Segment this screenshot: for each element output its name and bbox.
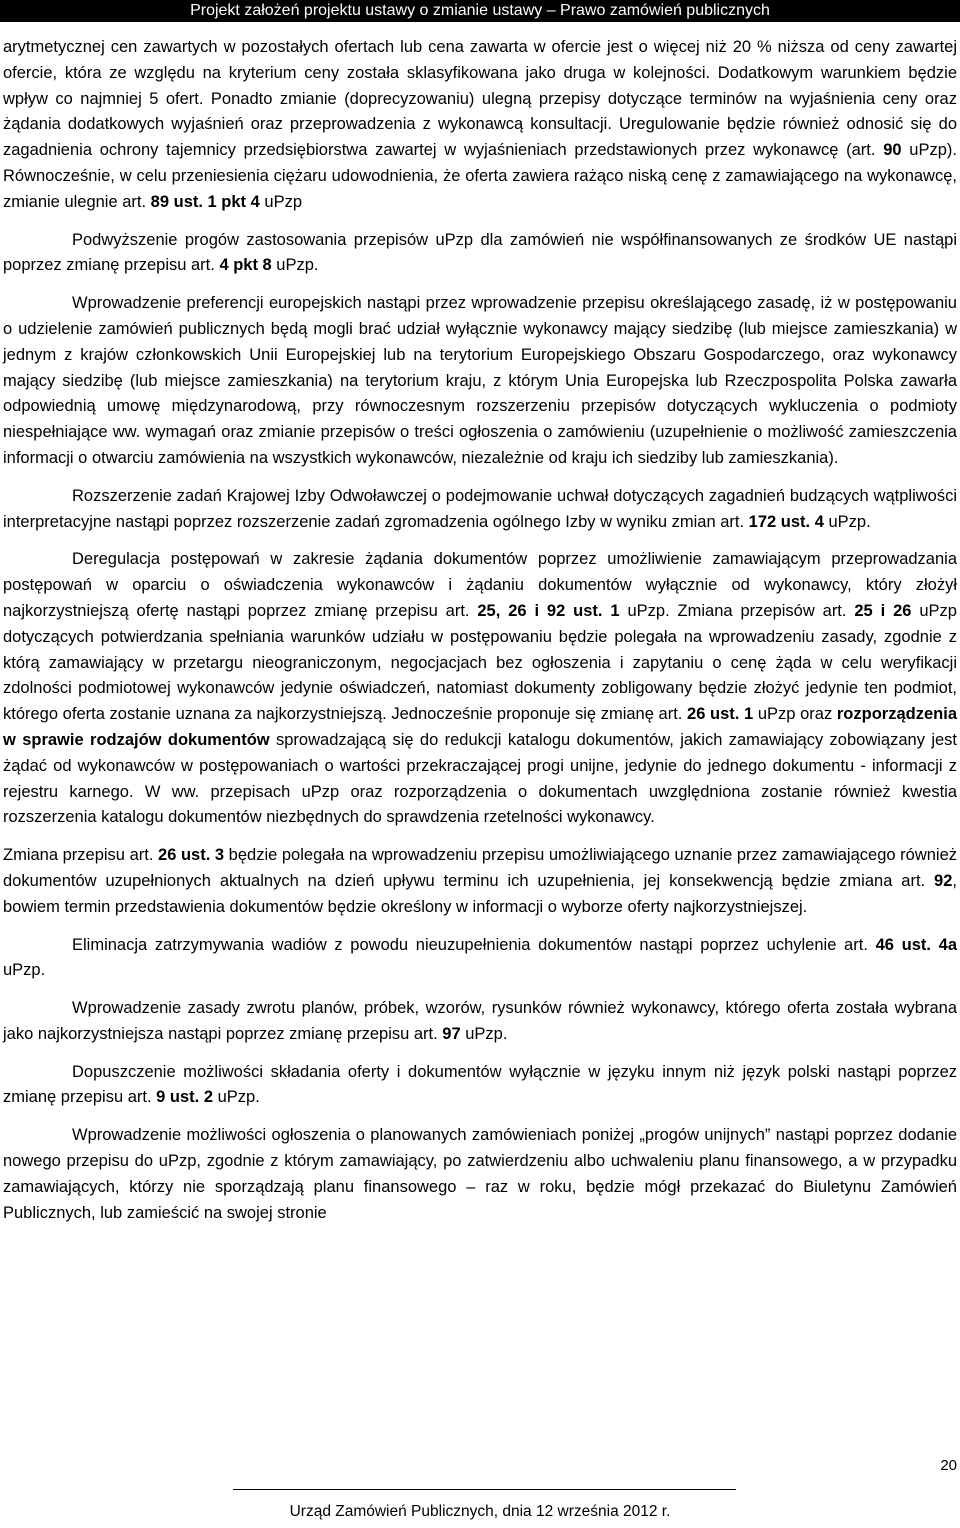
paragraph-6: Zmiana przepisu art. 26 ust. 3 będzie polegała na wprowadzeniu przepisu umożliwiającego uznanie przez zamawiającego również dokumentów uzupełnionych aktualnych na dzień upływu terminu ich uzupełnienia, jej konsekwencją będzie zmiana art. 92, bowiem termin przedstawienia dokumentów będzie określony w informacji o wyborze oferty najkorzystniejszej.	[3, 846, 958, 916]
paragraph-9: Dopuszczenie możliwości składania oferty i dokumentów wyłącznie w języku innym niż język polski nastąpi poprzez zmianę przepisu art. 9 ust. 2 uPzp.	[3, 1062, 957, 1107]
document-header: Projekt założeń projektu ustawy o zmianie ustawy – Prawo zamówień publicznych	[0, 0, 960, 22]
paragraph-10: Wprowadzenie możliwości ogłoszenia o planowanych zamówieniach poniżej „progów unijnych” nastąpi poprzez dodanie nowego przepisu do uPzp, zgodnie z którym zamawiający, po zatwierdzeniu albo uchwaleniu planu finansowego, a w przypadku zamawiających, którzy nie sporządzają planu finansowego – raz w roku, będzie mógł przekazać do Biuletynu Zamówień Publicznych, lub zamieścić na swojej stronie	[3, 1126, 957, 1222]
footer-divider	[233, 1489, 736, 1490]
paragraph-1: arytmetycznej cen zawartych w pozostałych ofertach lub cena zawarta w ofercie jest o więcej niż 20 % niższa od ceny zawartej ofercie, która ze względu na kryterium ceny została sklasyfikowana jako druga w kolejności. Dodatkowym warunkiem będzie wpływ co najmniej 5 ofert. Ponadto zmianie (doprecyzowaniu) ulegną przepisy dotyczące terminów na wyjaśnienia ceny oraz żądania dodatkowych wyjaśnień oraz przeprowadzenia z wykonawcą konsultacji. Uregulowanie będzie również odnosić się do zagadnienia ochrony tajemnicy przedsiębiorstwa zawartej w wyjaśnieniach przedstawionych przez wykonawcę (art. 90 uPzp). Równocześnie, w celu przeniesienia ciężaru udowodnienia, że oferta zawiera rażąco niską cenę z zamawiającego na wykonawcę, zmianie ulegnie art. 89 ust. 1 pkt 4 uPzp	[3, 38, 957, 211]
paragraph-7: Eliminacja zatrzymywania wadiów z powodu nieuzupełnienia dokumentów nastąpi poprzez uchylenie art. 46 ust. 4a uPzp.	[3, 935, 957, 980]
paragraph-2: Podwyższenie progów zastosowania przepisów uPzp dla zamówień nie współfinansowanych ze środków UE nastąpi poprzez zmianę przepisu art. 4 pkt 8 uPzp.	[3, 230, 957, 275]
document-footer: Urząd Zamówień Publicznych, dnia 12 września 2012 r.	[289, 1503, 671, 1520]
paragraph-5: Deregulacja postępowań w zakresie żądania dokumentów poprzez umożliwienie zamawiającym przeprowadzania postępowań w oparciu o oświadczenia wykonawców i żądaniu dokumentów wyłącznie od wykonawcy, który złożył najkorzystniejszą ofertę nastąpi poprzez zmianę przepisu art. 25, 26 i 92 ust. 1 uPzp. Zmiana przepisów art. 25 i 26 uPzp dotyczących potwierdzania spełniania warunków udziału w postępowaniu będzie polegała na wprowadzeniu zasady, zgodnie z którą zamawiający w przetargu nieograniczonym, negocjacjach bez ogłoszenia i zapytaniu o cenę żąda w celu weryfikacji zdolności podmiotowej wykonawców jedynie oświadczeń, natomiast dokumenty zobligowany będzie złożyć jedynie ten podmiot, którego oferta zostanie uznana za najkorzystniejszą. Jednocześnie proponuje się zmianę art. 26 ust. 1 uPzp oraz rozporządzenia w sprawie rodzajów dokumentów sprowadzającą się do redukcji katalogu dokumentów, jakich zamawiający zobowiązany jest żądać od wykonawców w postępowaniach o wartości przekraczającej progi unijne, jedynie do jednego dokumentu - informacji z rejestru karnego. W ww. przepisach uPzp oraz rozporządzenia o dokumentach uwzględniona zostanie również kwestia rozszerzenia katalogu dokumentów niezbędnych do sprawdzenia rzetelności wykonawcy.	[3, 550, 957, 827]
paragraph-4: Rozszerzenie zadań Krajowej Izby Odwoławczej o podejmowanie uchwał dotyczących zagadnień budzących wątpliwości interpretacyjne nastąpi poprzez rozszerzenie zadań zgromadzenia ogólnego Izby w wyniku zmian art. 172 ust. 4 uPzp.	[3, 486, 957, 531]
document-body	[3, 35, 957, 1226]
page-number: 20	[940, 1457, 957, 1474]
paragraph-3: Wprowadzenie preferencji europejskich nastąpi przez wprowadzenie przepisu określającego zasadę, iż w postępowaniu o udzielenie zamówień publicznych będą mogli brać udział wyłącznie wykonawcy mający siedzibę (lub miejsce zamieszkania) w jednym z krajów członkowskich Unii Europejskiej lub na terytorium Europejskiego Obszaru Gospodarczego, oraz wykonawcy mający siedzibę (lub miejsce zamieszkania) na terytorium kraju, z którym Unia Europejska lub Rzeczpospolita Polska zawarła odpowiednią umowę międzynarodową, przy równoczesnym rozszerzeniu przepisów dotyczących wykluczenia o podmioty niespełniające ww. wymagań oraz zmianie przepisów o treści ogłoszenia o zamówieniu (uzupełnienie o możliwość zamieszczenia informacji o otwarciu zamówienia na wszystkich wykonawców, niezależnie od kraju ich siedziby lub zamieszkania).	[3, 294, 957, 467]
paragraph-8: Wprowadzenie zasady zwrotu planów, próbek, wzorów, rysunków również wykonawcy, którego oferta została wybrana jako najkorzystniejsza nastąpi poprzez zmianę przepisu art. 97 uPzp.	[3, 999, 957, 1043]
